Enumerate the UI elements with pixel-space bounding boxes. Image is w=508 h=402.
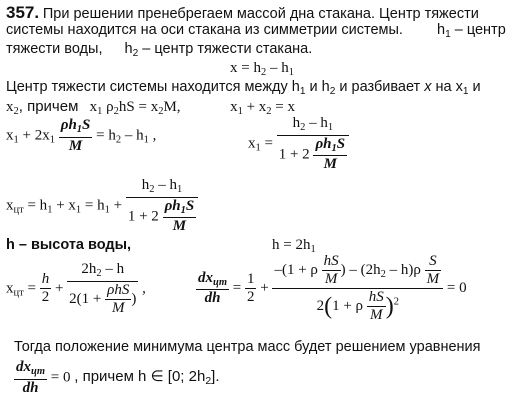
equation-x1-ratio: $x_1 + 2x_1$ $\frac{\rho h_1S}{M}$ = $h_2 - h_1$ , (6, 117, 157, 154)
equation-x: $x = h_2 - h_1$ (230, 60, 294, 79)
problem-line-3: тяжести воды, $h_2$ – центр тяжести стакана. (6, 41, 313, 60)
final-equation: $dx_{цт}$ dh = 0 , причем h ∈ [0; $2h_2$]. (16, 359, 220, 396)
equation-h: $h = 2h_1$ (272, 237, 316, 256)
problem-line-1: 357. При решении пренебрегаем массой дна стакана. Центр тяжести (6, 3, 479, 22)
final-text: Тогда положение минимума центра масс будет решением уравнения (14, 339, 481, 355)
equation-derivative: $dx_{цт}$ dh = $\frac{1}{2}$ + –(1 + ρ $\frac{hS}{M}$ ) – $(2h_2 - h)\rho$ $\frac{S}{M}$ 2(1 + ρ $\frac{hS}{M}$ )$^2$ = 0 (198, 253, 467, 323)
equation-x1-solved: $x_1$ = $h_2 - h_1$ 1 + 2 $\frac{\rho h_1S}{M}$ (248, 116, 349, 172)
problem-line-6: $x_2$, причем $x_1$ $\rho_2hS = x_2M$, $x_1 + x_2 = x$ (6, 98, 295, 118)
problem-number: 357. (6, 3, 40, 22)
equation-xct-h: $x_{цт}$ = $\frac{h}{2}$ + $2h_2$ – h 2(1 + ρhS M ) , (6, 261, 146, 316)
equation-xct: $x_{цт} = h_1 + x_1 = h_1$ + $h_2 - h_1$ 1 + 2 $\frac{\rho h_1S}{M}$ (6, 178, 198, 234)
problem-line-2: системы находится на оси стакана из симметрии системы. $h_1$ – центр (6, 22, 506, 41)
problem-line-5: Центр тяжести системы находится между $h_1$ и $h_2$ и разбивает x на $x_1$ и (6, 79, 481, 98)
water-height-label: h – высота воды, (6, 237, 132, 253)
